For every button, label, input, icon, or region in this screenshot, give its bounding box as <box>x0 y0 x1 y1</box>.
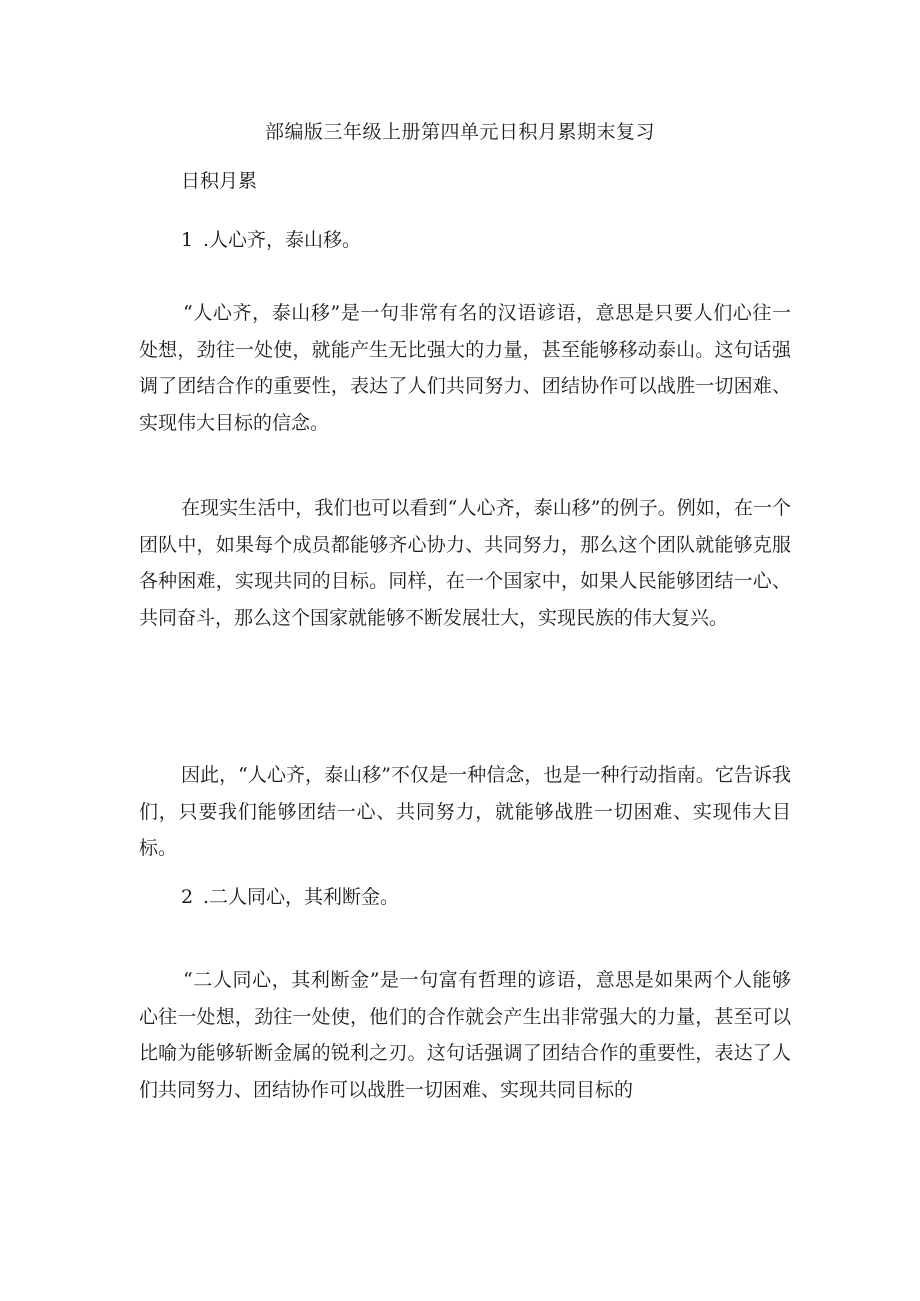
section-heading: 日积月累 <box>181 170 258 192</box>
paragraph-2-1: “二人同心，其利断金”是一句富有哲理的谚语，意思是如果两个人能够心往一处想，劲往一处使，他们的合作就会产生出非常强大的力量，甚至可以比喻为能够斩断金属的锐利之刃。这句话强调了团结合作的重要性，表达了人们共同努力、团结协作可以战胜一切困难、实现共同目标的 <box>139 969 791 1101</box>
paragraph-1-3: 因此，“人心齐，泰山移”不仅是一种信念，也是一种行动指南。它告诉我们，只要我们能够团结一心、共同努力，就能够战胜一切困难、实现伟大目标。 <box>139 764 791 859</box>
document-title: 部编版三年级上册第四单元日积月累期末复习 <box>264 121 655 143</box>
paragraph-1-2: 在现实生活中，我们也可以看到“人心齐，泰山移”的例子。例如，在一个团队中，如果每个成员都能够齐心协力、共同努力，那么这个团队就能够克服各种困难，实现共同的目标。同样，在一个国家中，如果人民能够团结一心、共同奋斗，那么这个国家就能够不断发展壮大，实现民族的伟大复兴。 <box>139 497 791 629</box>
item-heading-text-1: .人心齐，泰山移。 <box>203 229 362 251</box>
item-heading-1 <box>181 225 361 255</box>
paragraph-1-1: “人心齐，泰山移”是一句非常有名的汉语谚语，意思是只要人们心往一处想，劲往一处使，就能产生无比强大的力量，甚至能够移动泰山。这句话强调了团结合作的重要性，表达了人们共同努力、团结协作可以战胜一切困难、实现伟大目标的信念。 <box>139 302 791 434</box>
item-number-1: 1 <box>181 229 194 251</box>
item-number-2: 2 <box>181 886 194 908</box>
item-heading-2 <box>181 882 399 912</box>
item-heading-text-2: .二人同心，其利断金。 <box>203 886 400 908</box>
